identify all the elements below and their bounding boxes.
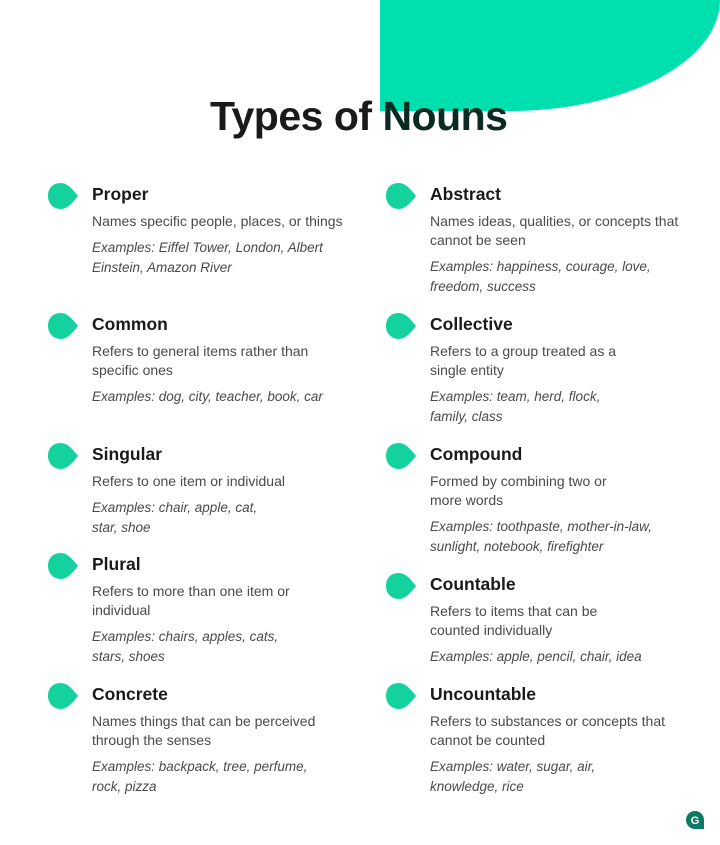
noun-type-description: Refers to substances or concepts that cannot be counted: [430, 713, 666, 748]
right-column: [386, 182, 686, 796]
noun-type-name: Compound: [430, 444, 523, 464]
bullet-icon: [48, 183, 78, 209]
noun-type-collective: [386, 312, 686, 442]
noun-type-countable: [386, 572, 686, 682]
bullet-icon: [48, 683, 78, 709]
noun-type-name: Singular: [92, 444, 163, 464]
page-title: [210, 93, 507, 140]
noun-type-examples: Examples: team, herd, flock, family, class: [430, 389, 601, 424]
noun-type-name: Common: [92, 314, 168, 334]
title-prefix: Types of: [210, 93, 383, 140]
noun-type-description: Refers to general items rather than specific ones: [92, 343, 309, 378]
noun-type-examples: Examples: toothpaste, mother-in-law, sunlight, notebook, firefighter: [430, 519, 652, 554]
noun-type-description: Names things that can be perceived through the senses: [92, 713, 316, 748]
bullet-icon: [386, 683, 416, 709]
svg-text:G: G: [690, 815, 700, 827]
bullet-icon: [386, 313, 416, 339]
noun-type-examples: Examples: water, sugar, air, knowledge, rice: [430, 759, 596, 794]
noun-type-concrete: [48, 682, 348, 796]
noun-type-examples: Examples: apple, pencil, chair, idea: [430, 649, 642, 664]
title-highlight: Nouns: [382, 93, 508, 140]
noun-type-name: Uncountable: [430, 684, 536, 704]
noun-type-description: Names ideas, qualities, or concepts that cannot be seen: [430, 213, 679, 248]
noun-type-name: Plural: [92, 554, 141, 574]
noun-type-abstract: [386, 182, 686, 312]
noun-type-examples: Examples: happiness, courage, love, freedom, success: [430, 259, 651, 294]
noun-type-name: Abstract: [430, 184, 501, 204]
noun-type-description: Names specific people, places, or things: [92, 213, 343, 229]
noun-type-examples: Examples: dog, city, teacher, book, car: [92, 389, 323, 404]
noun-type-name: Concrete: [92, 684, 168, 704]
left-column: [48, 182, 348, 796]
noun-type-common: [48, 312, 348, 442]
bullet-icon: [386, 573, 416, 599]
noun-type-proper: [48, 182, 348, 312]
noun-type-description: Refers to more than one item or individual: [92, 583, 290, 618]
noun-type-singular: [48, 442, 348, 552]
grammarly-logo-icon: [686, 811, 704, 829]
bullet-icon: [48, 443, 78, 469]
noun-type-name: Collective: [430, 314, 513, 334]
bullet-icon: [386, 443, 416, 469]
noun-type-uncountable: [386, 682, 686, 796]
noun-type-description: Refers to items that can be counted individually: [430, 603, 598, 638]
noun-type-examples: Examples: chairs, apples, cats, stars, shoes: [92, 629, 279, 664]
noun-type-examples: Examples: backpack, tree, perfume, rock, pizza: [92, 759, 308, 794]
noun-type-description: Formed by combining two or more words: [430, 473, 607, 508]
noun-type-name: Countable: [430, 574, 516, 594]
noun-type-compound: [386, 442, 686, 572]
noun-type-examples: Examples: chair, apple, cat, star, shoe: [92, 500, 258, 535]
noun-type-name: Proper: [92, 184, 149, 204]
bullet-icon: [48, 313, 78, 339]
noun-type-plural: [48, 552, 348, 682]
bullet-icon: [386, 183, 416, 209]
noun-type-description: Refers to one item or individual: [92, 473, 285, 489]
noun-type-description: Refers to a group treated as a single entity: [430, 343, 616, 378]
bullet-icon: [48, 553, 78, 579]
noun-type-examples: Examples: Eiffel Tower, London, Albert Einstein, Amazon River: [92, 240, 323, 275]
